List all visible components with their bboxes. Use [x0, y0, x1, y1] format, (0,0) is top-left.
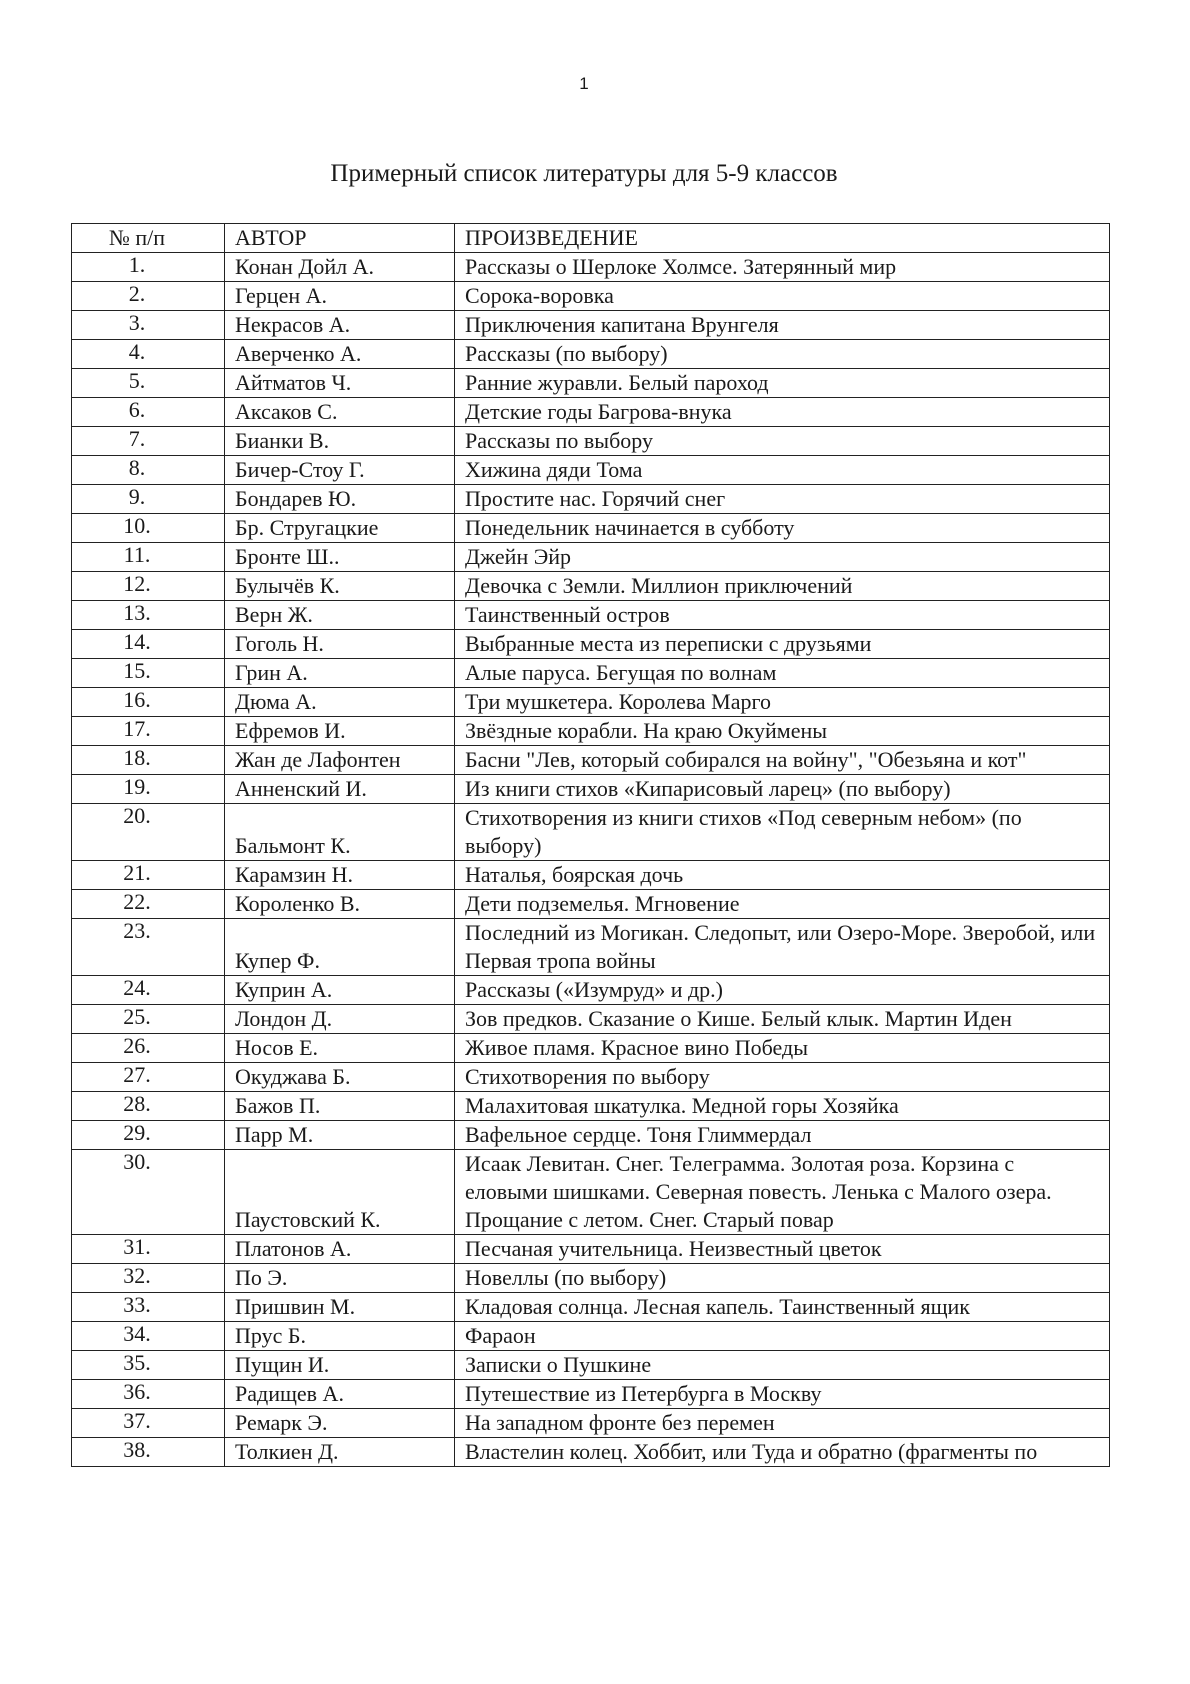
row-work: Властелин колец. Хоббит, или Туда и обратно (фрагменты по [455, 1438, 1110, 1467]
row-work: Стихотворения по выбору [455, 1063, 1110, 1092]
row-number: 7. [72, 427, 225, 456]
row-number: 27. [72, 1063, 225, 1092]
row-number: 36. [72, 1380, 225, 1409]
row-author: Жан де Лафонтен [225, 746, 455, 775]
row-author: Пришвин М. [225, 1293, 455, 1322]
row-author: Бронте Ш.. [225, 543, 455, 572]
row-work: Выбранные места из переписки с друзьями [455, 630, 1110, 659]
table-row [72, 890, 1110, 919]
row-author: Платонов А. [225, 1235, 455, 1264]
row-work: Детские годы Багрова-внука [455, 398, 1110, 427]
row-work: Рассказы (по выбору) [455, 340, 1110, 369]
row-work: Малахитовая шкатулка. Медной горы Хозяйка [455, 1092, 1110, 1121]
row-author: Конан Дойл А. [225, 253, 455, 282]
row-number: 37. [72, 1409, 225, 1438]
row-number: 38. [72, 1438, 225, 1467]
row-author: Бр. Стругацкие [225, 514, 455, 543]
row-number: 2. [72, 282, 225, 311]
row-work: Таинственный остров [455, 601, 1110, 630]
table-row [72, 746, 1110, 775]
table-row [72, 514, 1110, 543]
table-row [72, 282, 1110, 311]
row-work: Понедельник начинается в субботу [455, 514, 1110, 543]
row-author: Грин А. [225, 659, 455, 688]
row-work: Три мушкетера. Королева Марго [455, 688, 1110, 717]
row-number: 20. [72, 804, 225, 861]
table-row [72, 1409, 1110, 1438]
row-work: Зов предков. Сказание о Кише. Белый клык. Мартин Иден [455, 1005, 1110, 1034]
row-author: Аверченко А. [225, 340, 455, 369]
table-row [72, 1235, 1110, 1264]
row-number: 31. [72, 1235, 225, 1264]
table-row [72, 688, 1110, 717]
row-work: Из книги стихов «Кипарисовый ларец» (по выбору) [455, 775, 1110, 804]
row-author: Верн Ж. [225, 601, 455, 630]
row-author: Парр М. [225, 1121, 455, 1150]
row-number: 23. [72, 919, 225, 976]
row-number: 29. [72, 1121, 225, 1150]
row-number: 26. [72, 1034, 225, 1063]
row-number: 16. [72, 688, 225, 717]
row-author: Карамзин Н. [225, 861, 455, 890]
table-row [72, 1264, 1110, 1293]
table-header-row [72, 224, 1110, 253]
header-number: № п/п [72, 224, 225, 253]
row-work: Ранние журавли. Белый пароход [455, 369, 1110, 398]
row-number: 35. [72, 1351, 225, 1380]
row-author: Айтматов Ч. [225, 369, 455, 398]
row-work: Путешествие из Петербурга в Москву [455, 1380, 1110, 1409]
table-row [72, 601, 1110, 630]
row-author: Бичер-Стоу Г. [225, 456, 455, 485]
table-row [72, 398, 1110, 427]
row-author: Куприн А. [225, 976, 455, 1005]
header-author: АВТОР [225, 224, 455, 253]
row-number: 14. [72, 630, 225, 659]
table-row [72, 1322, 1110, 1351]
table-row [72, 659, 1110, 688]
table-row [72, 485, 1110, 514]
row-number: 5. [72, 369, 225, 398]
row-author: Гоголь Н. [225, 630, 455, 659]
table-row [72, 1034, 1110, 1063]
row-number: 9. [72, 485, 225, 514]
row-author: Бондарев Ю. [225, 485, 455, 514]
table-row [72, 1150, 1110, 1235]
row-work: Рассказы по выбору [455, 427, 1110, 456]
row-number: 22. [72, 890, 225, 919]
table-row [72, 1293, 1110, 1322]
header-work: ПРОИЗВЕДЕНИЕ [455, 224, 1110, 253]
row-author: По Э. [225, 1264, 455, 1293]
row-author: Булычёв К. [225, 572, 455, 601]
row-number: 4. [72, 340, 225, 369]
row-work: Песчаная учительница. Неизвестный цветок [455, 1235, 1110, 1264]
row-work: Наталья, боярская дочь [455, 861, 1110, 890]
row-work: Приключения капитана Врунгеля [455, 311, 1110, 340]
table-row [72, 543, 1110, 572]
row-number: 13. [72, 601, 225, 630]
table-row [72, 340, 1110, 369]
row-author: Герцен А. [225, 282, 455, 311]
row-author: Бальмонт К. [225, 804, 455, 861]
row-author: Дюма А. [225, 688, 455, 717]
row-work: Новеллы (по выбору) [455, 1264, 1110, 1293]
page-title: Примерный список литературы для 5-9 классов [330, 160, 838, 187]
row-work: Кладовая солнца. Лесная капель. Таинственный ящик [455, 1293, 1110, 1322]
table-row [72, 775, 1110, 804]
row-number: 19. [72, 775, 225, 804]
table-row [72, 1438, 1110, 1467]
row-work: На западном фронте без перемен [455, 1409, 1110, 1438]
row-author: Ремарк Э. [225, 1409, 455, 1438]
table-row [72, 253, 1110, 282]
table-row [72, 861, 1110, 890]
row-work: Стихотворения из книги стихов «Под северным небом» (по выбору) [455, 804, 1110, 861]
row-number: 10. [72, 514, 225, 543]
row-author: Некрасов А. [225, 311, 455, 340]
row-number: 18. [72, 746, 225, 775]
row-work: Живое пламя. Красное вино Победы [455, 1034, 1110, 1063]
table-row [72, 976, 1110, 1005]
row-number: 12. [72, 572, 225, 601]
row-author: Ефремов И. [225, 717, 455, 746]
table-row [72, 369, 1110, 398]
row-number: 15. [72, 659, 225, 688]
row-author: Радищев А. [225, 1380, 455, 1409]
table-row [72, 1092, 1110, 1121]
page-number: 1 [579, 74, 589, 93]
row-work: Рассказы («Изумруд» и др.) [455, 976, 1110, 1005]
table-body [72, 253, 1110, 1467]
table-row [72, 1121, 1110, 1150]
table-row [72, 804, 1110, 861]
row-work: Фараон [455, 1322, 1110, 1351]
row-work: Записки о Пушкине [455, 1351, 1110, 1380]
row-work: Последний из Могикан. Следопыт, или Озеро-Море. Зверобой, или Первая тропа войны [455, 919, 1110, 976]
row-author: Аксаков С. [225, 398, 455, 427]
row-work: Джейн Эйр [455, 543, 1110, 572]
row-work: Исаак Левитан. Снег. Телеграмма. Золотая роза. Корзина с еловыми шишками. Северная повесть. Ленька с Малого озера. Прощание с летом. Снег. Старый повар [455, 1150, 1110, 1235]
row-number: 8. [72, 456, 225, 485]
table-row [72, 572, 1110, 601]
row-work: Девочка с Земли. Миллион приключений [455, 572, 1110, 601]
table-row [72, 1351, 1110, 1380]
table-row [72, 1005, 1110, 1034]
row-number: 21. [72, 861, 225, 890]
row-author: Прус Б. [225, 1322, 455, 1351]
row-author: Носов Е. [225, 1034, 455, 1063]
row-author: Анненский И. [225, 775, 455, 804]
row-author: Бианки В. [225, 427, 455, 456]
row-number: 25. [72, 1005, 225, 1034]
row-work: Хижина дяди Тома [455, 456, 1110, 485]
table-row [72, 311, 1110, 340]
table-row [72, 1380, 1110, 1409]
row-work: Вафельное сердце. Тоня Глиммердал [455, 1121, 1110, 1150]
row-number: 11. [72, 543, 225, 572]
row-author: Бажов П. [225, 1092, 455, 1121]
table-row [72, 919, 1110, 976]
row-number: 17. [72, 717, 225, 746]
table-row [72, 427, 1110, 456]
row-author: Паустовский К. [225, 1150, 455, 1235]
row-author: Лондон Д. [225, 1005, 455, 1034]
table-row [72, 630, 1110, 659]
row-number: 1. [72, 253, 225, 282]
table-row [72, 1063, 1110, 1092]
row-work: Алые паруса. Бегущая по волнам [455, 659, 1110, 688]
row-author: Короленко В. [225, 890, 455, 919]
row-work: Звёздные корабли. На краю Окуймены [455, 717, 1110, 746]
row-work: Дети подземелья. Мгновение [455, 890, 1110, 919]
row-number: 6. [72, 398, 225, 427]
row-number: 24. [72, 976, 225, 1005]
row-author: Пущин И. [225, 1351, 455, 1380]
row-number: 34. [72, 1322, 225, 1351]
row-author: Окуджава Б. [225, 1063, 455, 1092]
row-number: 32. [72, 1264, 225, 1293]
row-author: Купер Ф. [225, 919, 455, 976]
table-row [72, 717, 1110, 746]
row-work: Басни "Лев, который собирался на войну", "Обезьяна и кот" [455, 746, 1110, 775]
row-work: Сорока-воровка [455, 282, 1110, 311]
literature-table [71, 223, 1110, 1467]
row-number: 33. [72, 1293, 225, 1322]
row-work: Простите нас. Горячий снег [455, 485, 1110, 514]
row-number: 30. [72, 1150, 225, 1235]
table-row [72, 456, 1110, 485]
row-number: 28. [72, 1092, 225, 1121]
row-number: 3. [72, 311, 225, 340]
row-work: Рассказы о Шерлоке Холмсе. Затерянный мир [455, 253, 1110, 282]
row-author: Толкиен Д. [225, 1438, 455, 1467]
